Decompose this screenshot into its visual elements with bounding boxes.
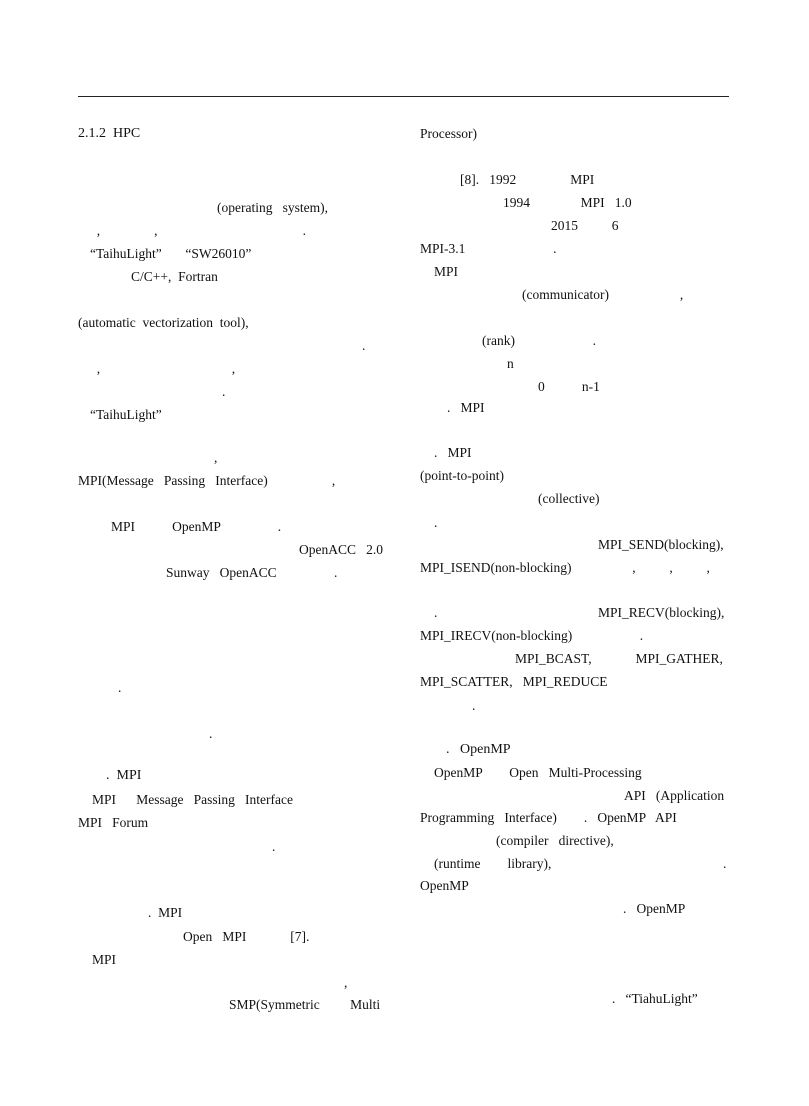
text-line: MPI_IRECV(non-blocking) . — [420, 628, 644, 643]
text-line: C/C++, Fortran — [131, 269, 218, 284]
text-line: OpenACC 2.0 — [299, 542, 383, 557]
text-line: . — [222, 384, 226, 399]
text-line: . MPI — [447, 400, 485, 415]
text-line: , , . — [90, 223, 306, 238]
text-line: . — [723, 856, 727, 871]
text-line: API (Application — [624, 788, 725, 803]
text-line: MPI_BCAST, MPI_GATHER, — [515, 651, 723, 666]
text-line: . MPI — [148, 905, 183, 920]
text-line: (point-to-point) — [420, 468, 504, 483]
subsection-heading: . OpenMP — [446, 742, 511, 757]
text-line: MPI_ISEND(non-blocking) , , , — [420, 560, 710, 575]
text-line: “TaihuLight” — [90, 407, 162, 422]
text-line: . MPI — [434, 445, 472, 460]
text-line: . “TiahuLight” — [612, 991, 698, 1006]
left-column — [78, 0, 388, 1106]
subsection-heading: . MPI — [106, 768, 142, 783]
text-line: 0 n-1 — [538, 379, 600, 394]
text-line: “TaihuLight” “SW26010” — [90, 246, 252, 261]
text-line: , , — [90, 361, 236, 376]
text-line: MPI Forum — [78, 815, 149, 830]
text-line: MPI(Message Passing Interface) , — [78, 473, 336, 488]
text-line: 2015 6 — [551, 218, 619, 233]
text-line: [8]. 1992 MPI — [460, 172, 595, 187]
text-line: MPI — [434, 264, 459, 279]
text-line: (rank) . — [482, 333, 596, 348]
text-line: MPI OpenMP . — [111, 519, 282, 534]
text-line: SMP(Symmetric Multi — [229, 997, 381, 1012]
text-line: 1994 MPI 1.0 — [503, 195, 632, 210]
text-line: (runtime library), — [434, 856, 552, 871]
text-line: , — [344, 975, 348, 990]
text-line: Open MPI [7]. — [183, 929, 310, 944]
text-line: OpenMP — [420, 878, 469, 893]
text-line: MPI — [92, 952, 117, 967]
text-line: . OpenMP — [623, 901, 686, 916]
text-line: (automatic vectorization tool), — [78, 315, 249, 330]
text-line: (operating system), — [217, 200, 328, 215]
text-line: . — [434, 515, 438, 530]
text-line: . — [272, 839, 276, 854]
text-line: Sunway OpenACC . — [166, 565, 338, 580]
text-line: . — [434, 605, 438, 620]
text-line: . — [209, 726, 213, 741]
text-line: (compiler directive), — [496, 833, 614, 848]
text-line: MPI Message Passing Interface — [92, 792, 293, 807]
text-line: (communicator) , — [522, 287, 684, 302]
text-line: MPI_SCATTER, MPI_REDUCE — [420, 674, 608, 689]
text-line: . — [362, 338, 366, 353]
text-line: , — [214, 450, 218, 465]
section-heading: 2.1.2 HPC — [78, 126, 141, 141]
text-line: . — [472, 698, 476, 713]
text-line: (collective) — [538, 491, 600, 506]
text-line: n — [507, 356, 514, 371]
text-line: MPI_SEND(blocking), — [598, 537, 724, 552]
text-line: MPI_RECV(blocking), — [598, 605, 725, 620]
right-column — [420, 0, 730, 1106]
text-line: . — [118, 680, 122, 695]
text-line: Programming Interface) . OpenMP API — [420, 810, 677, 825]
text-line: OpenMP Open Multi-Processing — [434, 765, 642, 780]
text-line: Processor) — [420, 126, 477, 141]
text-line: MPI-3.1 . — [420, 241, 557, 256]
